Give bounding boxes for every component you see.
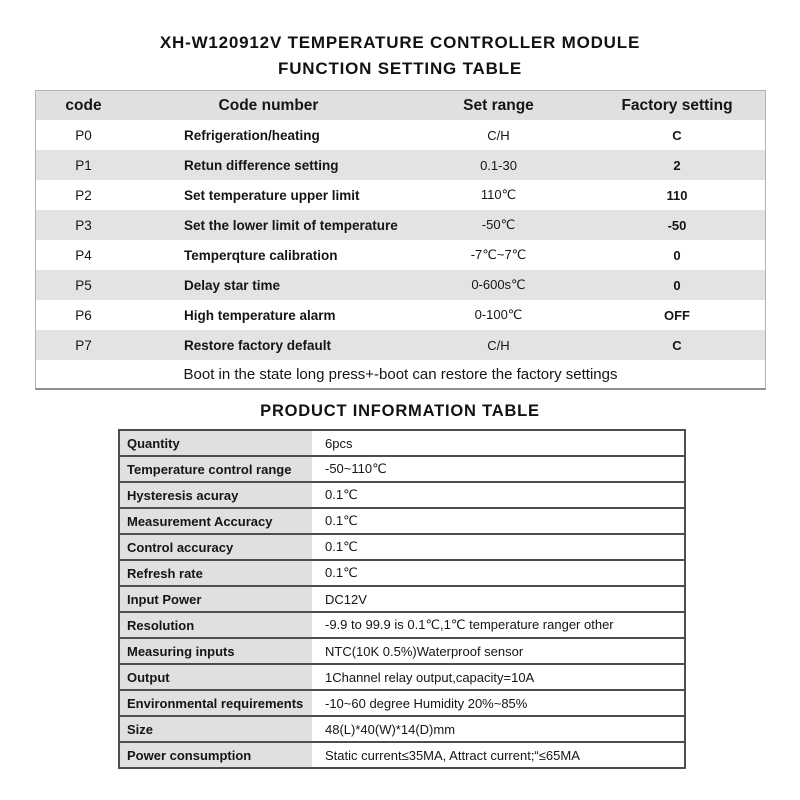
name-cell: Restore factory default: [184, 337, 332, 353]
spec-value: -50~110℃: [312, 457, 684, 481]
spec-label: Measuring inputs: [120, 639, 312, 663]
factory-cell: C: [672, 127, 682, 143]
spec-label: Environmental requirements: [120, 691, 312, 715]
function-table-footnote: Boot in the state long press+-boot can restore the factory settings: [36, 360, 765, 388]
spec-label: Size: [120, 717, 312, 741]
header-code-number: Code number: [218, 96, 319, 114]
range-cell: 110℃: [480, 187, 517, 202]
name-cell: Retun difference setting: [184, 157, 339, 173]
name-cell: Delay star time: [184, 277, 281, 293]
product-row-input-power: [120, 587, 684, 613]
spec-label: Temperature control range: [120, 457, 312, 481]
product-row-output: [120, 665, 684, 691]
product-row-environmental-requirements: [120, 691, 684, 717]
code-cell: P0: [75, 127, 92, 143]
function-table-header-row: [36, 91, 765, 120]
spec-value: -9.9 to 99.9 is 0.1℃,1℃ temperature ranger other: [312, 613, 684, 637]
spec-label: Control accuracy: [120, 535, 312, 559]
function-table-row-p4: [36, 240, 765, 270]
code-cell: P7: [75, 337, 92, 353]
code-cell: P2: [75, 187, 92, 203]
product-row-control-accuracy: [120, 535, 684, 561]
function-table-row-p1: [36, 150, 765, 180]
product-row-temperature-control-range: [120, 457, 684, 483]
factory-cell: 2: [673, 157, 681, 173]
factory-cell: -50: [667, 217, 687, 233]
function-table-row-p0: [36, 120, 765, 150]
product-row-resolution: [120, 613, 684, 639]
spec-value: -10~60 degree Humidity 20%~85%: [312, 691, 684, 715]
range-cell: C/H: [487, 337, 510, 353]
spec-value: 0.1℃: [312, 509, 684, 533]
factory-cell: OFF: [664, 307, 690, 323]
code-cell: P3: [75, 217, 92, 233]
spec-value: 6pcs: [312, 431, 684, 455]
factory-cell: C: [672, 337, 682, 353]
header-code: code: [65, 96, 102, 114]
spec-value: DC12V: [312, 587, 684, 611]
product-information-table: [118, 429, 686, 769]
title-line-2: FUNCTION SETTING TABLE: [278, 58, 522, 78]
function-table-row-p2: [36, 180, 765, 210]
code-cell: P6: [75, 307, 92, 323]
range-cell: C/H: [487, 127, 510, 143]
spec-value: 0.1℃: [312, 483, 684, 507]
spec-label: Input Power: [120, 587, 312, 611]
name-cell: High temperature alarm: [184, 307, 336, 323]
name-cell: Refrigeration/heating: [184, 127, 320, 143]
spec-value: NTC(10K 0.5%)Waterproof sensor: [312, 639, 684, 663]
function-table-row-p5: [36, 270, 765, 300]
product-row-quantity: [120, 431, 684, 457]
spec-value: 1Channel relay output,capacity=10A: [312, 665, 684, 689]
product-row-measuring-inputs: [120, 639, 684, 665]
header-set-range: Set range: [463, 96, 534, 114]
range-cell: -7℃~7℃: [470, 247, 527, 262]
function-table-row-p6: [36, 300, 765, 330]
spec-label: Output: [120, 665, 312, 689]
spec-value: 0.1℃: [312, 535, 684, 559]
spec-label: Quantity: [120, 431, 312, 455]
spec-value: 48(L)*40(W)*14(D)mm: [312, 717, 684, 741]
function-table-row-p3: [36, 210, 765, 240]
factory-cell: 110: [666, 187, 688, 203]
name-cell: Set the lower limit of temperature: [184, 217, 398, 233]
spec-label: Refresh rate: [120, 561, 312, 585]
name-cell: Temperqture calibration: [184, 247, 338, 263]
spec-value: Static current≤35MA, Attract current;“≤65MA: [312, 743, 684, 767]
product-row-power-consumption: [120, 743, 684, 767]
code-cell: P1: [75, 157, 92, 173]
factory-cell: 0: [673, 277, 681, 293]
range-cell: 0-600s℃: [471, 277, 526, 292]
document-title: [0, 0, 800, 81]
name-cell: Set temperature upper limit: [184, 187, 360, 203]
function-table-row-p7: [36, 330, 765, 360]
product-row-size: [120, 717, 684, 743]
function-setting-table: [35, 90, 766, 390]
spec-label: Measurement Accuracy: [120, 509, 312, 533]
range-cell: 0.1-30: [480, 157, 517, 173]
spec-label: Hysteresis acuray: [120, 483, 312, 507]
range-cell: -50℃: [481, 217, 516, 232]
product-row-refresh-rate: [120, 561, 684, 587]
product-row-measurement-accuracy: [120, 509, 684, 535]
product-table-title: PRODUCT INFORMATION TABLE: [260, 402, 540, 420]
factory-cell: 0: [673, 247, 681, 263]
header-factory-setting: Factory setting: [621, 96, 733, 114]
title-line-1: XH-W120912V TEMPERATURE CONTROLLER MODULE: [159, 33, 641, 52]
code-cell: P5: [75, 277, 92, 293]
spec-value: 0.1℃: [312, 561, 684, 585]
spec-label: Resolution: [120, 613, 312, 637]
product-row-hysteresis-accuracy: [120, 483, 684, 509]
range-cell: 0-100℃: [474, 307, 523, 322]
code-cell: P4: [75, 247, 92, 263]
spec-label: Power consumption: [120, 743, 312, 767]
